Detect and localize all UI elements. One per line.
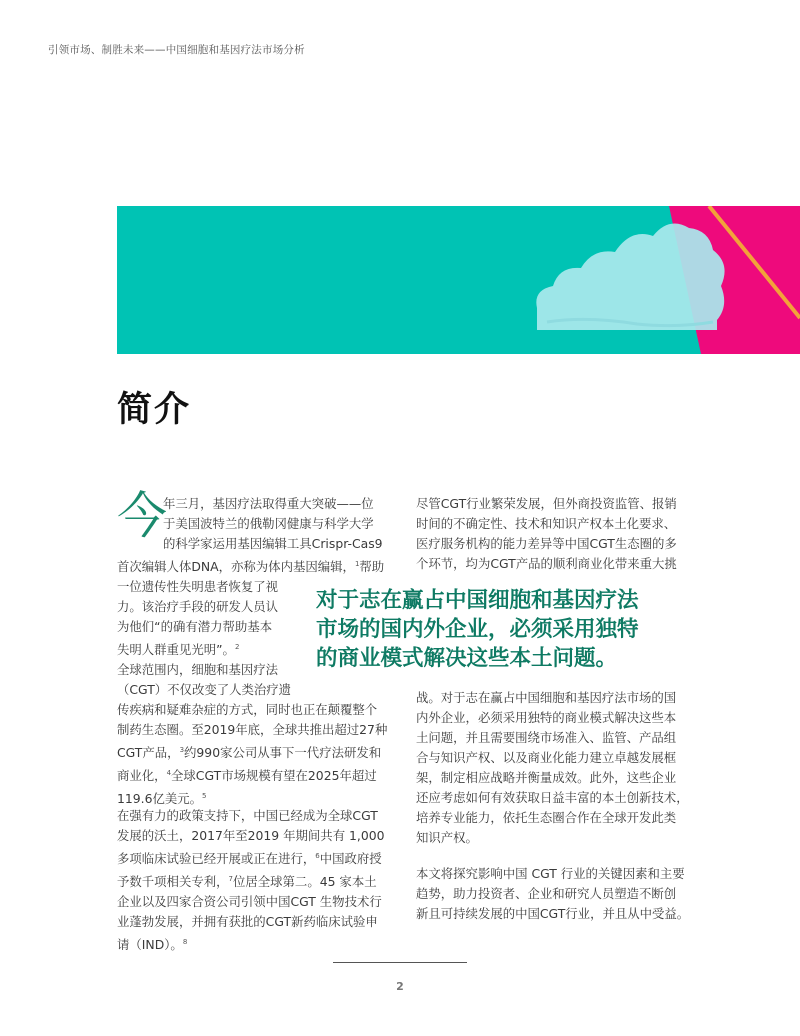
- text-line: 的科学家运用基因编辑工具Crispr-Cas9: [163, 536, 383, 551]
- footnote-ref: 6: [315, 852, 320, 860]
- text-line: 力。该治疗手段的研发人员认: [117, 599, 279, 614]
- text-fragment: 约990家公司从事下一代疗法研发和: [184, 745, 382, 760]
- text-line: 时间的不确定性、技术和知识产权本土化要求、: [416, 516, 677, 531]
- text-line: 制药生态圈。至2019年底，全球共推出超过27种: [117, 722, 388, 737]
- footnote-ref: 1: [354, 560, 360, 568]
- section-title: 简介: [117, 390, 192, 430]
- footnote-ref: 2: [234, 643, 240, 651]
- text-line: [117, 740, 387, 763]
- text-line: 发展的沃土，2017年至2019 年期间共有 1,000: [117, 828, 385, 843]
- left-column-paragraph-3: [117, 806, 385, 955]
- text-line: （CGT）不仅改变了人类治疗遗: [117, 682, 292, 697]
- text-line: 新且可持续发展的中国CGT行业，并且从中受益。: [416, 906, 690, 921]
- text-line: 业蓬勃发展，并拥有获批的CGT新药临床试验申: [117, 914, 378, 929]
- text-fragment: 119.6亿美元。: [117, 791, 203, 806]
- text-fragment: 多项临床试验已经开展或正在进行，: [117, 851, 316, 866]
- text-line: 架，制定相应战略并衡量成效。此外，这些企业: [416, 770, 677, 785]
- footnote-ref: 7: [228, 875, 233, 883]
- cloud-shape: [536, 224, 724, 331]
- cloud-illustration: [117, 206, 800, 354]
- text-line: 本文将探究影响中国 CGT 行业的关键因素和主要: [416, 866, 685, 881]
- text-line: 医疗服务机构的能力差异等中国CGT生态圈的多: [416, 536, 677, 551]
- text-fragment: 失明人群重见光明”。: [117, 642, 235, 657]
- text-line: [117, 763, 387, 786]
- text-line: 企业以及四家合资公司引领中国CGT 生物技术行: [117, 894, 382, 909]
- pull-quote: [314, 586, 762, 677]
- running-header: 引领市场、制胜未来——中国细胞和基因疗法市场分析: [48, 44, 305, 56]
- footnote-ref: 5: [202, 792, 207, 800]
- text-fragment: 商业化，: [117, 768, 167, 783]
- drop-cap: 今: [117, 487, 167, 545]
- footnote-ref: 8: [182, 938, 188, 946]
- text-line: 个环节，均为CGT产品的顺利商业化带来重大挑: [416, 556, 677, 571]
- text-fragment: 请（IND）。: [117, 937, 183, 952]
- right-column-top: [416, 494, 677, 574]
- text-line: 在强有力的政策支持下，中国已经成为全球CGT: [117, 808, 378, 823]
- pull-quote-line: 的商业模式解决这些本土问题。: [316, 646, 618, 671]
- footnote-ref: 4: [166, 769, 172, 777]
- text-line: 于美国波特兰的俄勒冈健康与科学大学: [163, 516, 374, 531]
- banner-illustration: [117, 206, 800, 354]
- text-line: [117, 932, 385, 955]
- text-fragment: 帮助: [359, 559, 385, 574]
- text-line: 战。对于志在赢占中国细胞和基因疗法市场的国: [416, 690, 677, 705]
- text-line: 内外企业，必须采用独特的商业模式解决这些本: [416, 710, 677, 725]
- footer-divider: [333, 962, 467, 963]
- text-line: 土问题，并且需要围绕市场准入、监管、产品组: [416, 730, 677, 745]
- text-fragment: CGT产品，: [117, 745, 180, 760]
- text-fragment: 予数千项相关专利，: [117, 874, 229, 889]
- pull-quote-line: 市场的国内外企业，必须采用独特: [316, 617, 639, 642]
- text-line: [117, 869, 385, 892]
- text-line: 年三月，基因疗法取得重大突破——位: [163, 496, 374, 511]
- text-line: 一位遗传性失明患者恢复了视: [117, 579, 279, 594]
- text-fragment: 全球CGT市场规模有望在2025年超过: [171, 768, 377, 783]
- text-line: [117, 554, 384, 577]
- text-line: [117, 846, 385, 869]
- text-fragment: 中国政府授: [319, 851, 382, 866]
- page-number: 2: [396, 980, 404, 993]
- right-column-closing: [416, 864, 689, 924]
- text-line: 趋势，助力投资者、企业和研究人员塑造不断创: [416, 886, 677, 901]
- text-fragment: 位居全球第二。45 家本土: [232, 874, 377, 889]
- text-line: 合与知识产权、以及商业化能力建立卓越发展框: [416, 750, 677, 765]
- right-column-body: [416, 688, 689, 848]
- text-line: 传疾病和疑难杂症的方式，同时也正在颠覆整个: [117, 702, 378, 717]
- text-line: 尽管CGT行业繁荣发展，但外商投资监管、报销: [416, 496, 677, 511]
- left-column-paragraph-2: [117, 660, 387, 809]
- footnote-ref: 3: [179, 746, 185, 754]
- text-line: 知识产权。: [416, 830, 478, 845]
- text-line: 为他们“的确有潜力帮助基本: [117, 619, 273, 634]
- pull-quote-line: 对于志在赢占中国细胞和基因疗法: [316, 588, 639, 613]
- left-column-intro: [163, 494, 383, 554]
- text-line: 全球范围内，细胞和基因疗法: [117, 662, 279, 677]
- text-line: 培养专业能力，依托生态圈合作在全球开发此类: [416, 810, 677, 825]
- text-line: 还应考虑如何有效获取日益丰富的本土创新技术，: [416, 790, 689, 805]
- text-fragment: 首次编辑人体DNA，亦称为体内基因编辑，: [117, 559, 355, 574]
